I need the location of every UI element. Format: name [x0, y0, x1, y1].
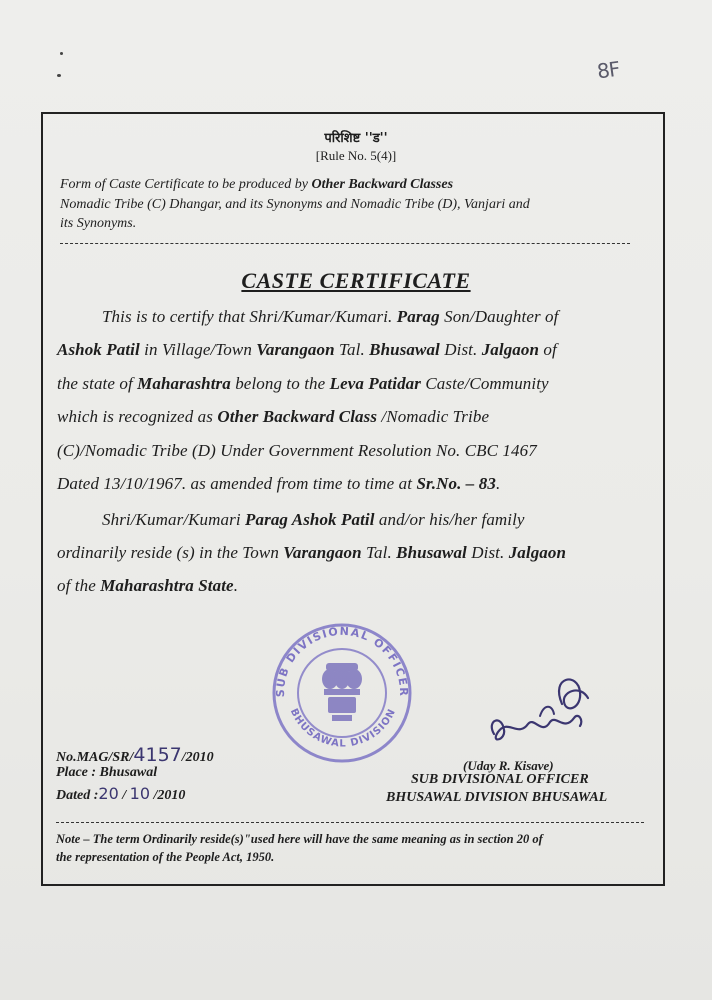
handwritten-signature — [480, 674, 600, 754]
stamp-top-text: SUB DIVISIONAL OFFICER — [273, 624, 411, 698]
officer-division: BHUSAWAL DIVISION BHUSAWAL — [386, 790, 608, 805]
form-description-line: Form of Caste Certificate to be produced by Other Backward Classes — [60, 177, 454, 192]
residence-line-2: ordinarily reside (s) in the Town Varangaon Tal. Bhusawal Dist. Jalgaon — [57, 543, 567, 562]
body-line-3: the state of Maharashtra belong to the Leva Patidar Caste/Community — [57, 374, 549, 393]
residence-line-1: Shri/Kumar/Kumari Parag Ashok Patil and/or his/her family — [102, 510, 525, 529]
body-line-4: which is recognized as Other Backward Class /Nomadic Tribe — [57, 407, 490, 426]
official-round-stamp — [266, 617, 420, 765]
note-line-2: the representation of the People Act, 1950. — [56, 850, 275, 864]
rule-number: [Rule No. 5(4)] — [315, 148, 397, 163]
reference-number: No.MAG/SR/4157/2010 — [56, 744, 214, 766]
officer-title: SUB DIVISIONAL OFFICER — [411, 772, 589, 787]
paper-speck — [57, 74, 61, 77]
body-line-1: This is to certify that Shri/Kumar/Kumari. Parag Son/Daughter of — [102, 307, 559, 326]
form-description-line: Nomadic Tribe (C) Dhangar, and its Synonyms and Nomadic Tribe (D), Vanjari and — [60, 197, 530, 212]
body-line-6: Dated 13/10/1967. as amended from time to time at Sr.No. – 83. — [57, 474, 501, 493]
form-description-line: its Synonyms. — [60, 216, 137, 231]
body-line-2: Ashok Patil in Village/Town Varangaon Tal. Bhusawal Dist. Jalgaon of — [57, 340, 557, 359]
national-emblem-icon — [322, 663, 362, 721]
appendix-title-hindi: परिशिष्ट ''ड'' — [324, 131, 388, 146]
handwritten-corner-mark: 8F — [595, 56, 621, 84]
paper-speck — [60, 52, 63, 55]
note-line-1: Note – The term Ordinarily reside(s)"used here will have the same meaning as in section 20 of — [56, 832, 543, 846]
place-line: Place : Bhusawal — [56, 765, 158, 780]
dashed-divider — [56, 822, 644, 823]
signatory-name: (Uday R. Kisave) — [463, 758, 554, 773]
stamp-bottom-text: BHUSAWAL DIVISION — [287, 706, 399, 750]
dated-line: Dated :20 / 10 /2010 — [56, 784, 186, 803]
body-line-5: (C)/Nomadic Tribe (D) Under Government Resolution No. CBC 1467 — [57, 441, 537, 460]
residence-line-3: of the Maharashtra State. — [57, 576, 239, 595]
certificate-title: CASTE CERTIFICATE — [241, 268, 471, 293]
handwritten-number: 4157 — [133, 744, 182, 766]
dashed-divider — [60, 243, 630, 244]
